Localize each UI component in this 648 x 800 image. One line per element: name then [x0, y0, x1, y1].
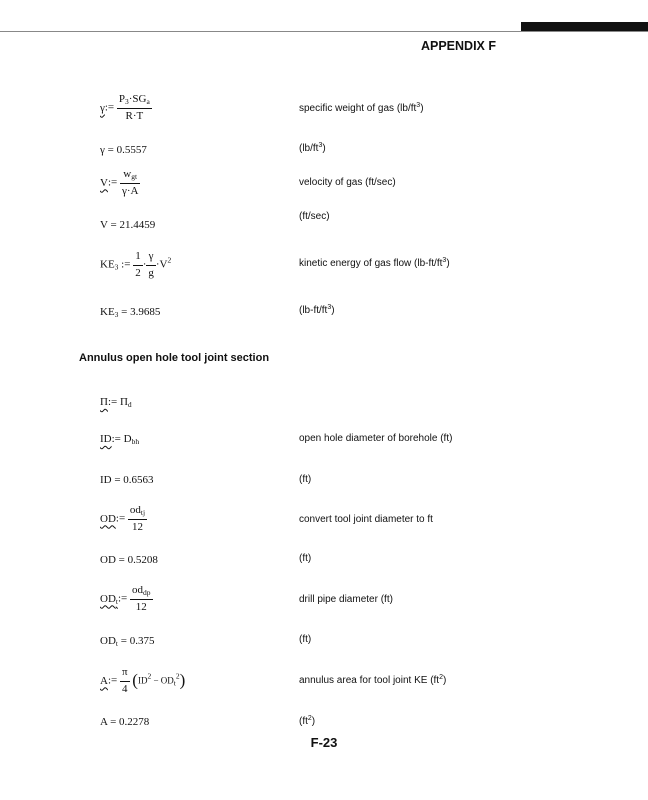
description-velocity-definition: velocity of gas (ft/sec): [299, 177, 396, 188]
fraction: $\frac{\pi}{4}$: [121, 666, 128, 695]
description-id-value: (ft): [299, 474, 312, 485]
description-od-value: (ft): [299, 553, 312, 564]
description-gamma-value: $(lb/ft^3)$: [299, 142, 326, 154]
equation-gamma-definition: γ:= $\frac{P_3\cdot SG_a}{R\cdot T}$: [100, 93, 150, 122]
equation-ke-definition: $KE_3$ := $\frac{1}{2}$ · $\frac{\gamma}{g}$ $\cdot V^2$: [100, 250, 172, 279]
equation-area-definition: A:= $\frac{\pi}{4}$ $(ID^2 - OD_t^2)$: [100, 666, 186, 695]
section-heading: Annulus open hole tool joint section: [79, 352, 270, 364]
appendix-title: APPENDIX F: [420, 39, 496, 53]
header-rule: [0, 31, 648, 32]
equation-id-definition: ID:= $D_{bh}$: [100, 433, 140, 446]
equation-od-definition: OD:= $\frac{od_{tj}}{12}$: [100, 504, 146, 533]
fraction: $\frac{od_{dp}}{12}$: [132, 584, 151, 613]
equation-gamma-value: γ = 0.5557: [100, 144, 147, 156]
description-ke-value: $(lb-ft/ft^3)$: [299, 304, 335, 316]
description-ke-definition: kinetic energy of gas flow $(lb-ft/ft^3)$: [299, 257, 450, 269]
fraction: $\frac{\gamma}{g}$: [148, 250, 154, 279]
equation-velocity-value: V = 21.4459: [100, 219, 156, 231]
header-bar: [521, 22, 648, 31]
fraction: $\frac{od_{tj}}{12}$: [129, 504, 146, 533]
equation-od-value: OD = 0.5208: [100, 554, 158, 566]
page-number: F-23: [310, 735, 338, 750]
equation-velocity-definition: V:= $\frac{w_{gt}}{\gamma\cdot A}$: [100, 168, 139, 197]
equation-odt-definition: $OD_t:=$ $\frac{od_{dp}}{12}$: [100, 584, 151, 613]
description-gamma-definition: specific weight of gas $(lb/ft^3)$: [299, 102, 424, 114]
equation-id-value: ID = 0.6563: [100, 474, 154, 486]
description-od-definition: convert tool joint diameter to ft: [299, 514, 433, 525]
equation-odt-value: $OD_t = 0.375$: [100, 635, 155, 648]
fraction: $\frac{1}{2}$: [135, 250, 141, 279]
fraction: $\frac{P_3\cdot SG_a}{R\cdot T}$: [118, 93, 150, 122]
description-area-definition: annulus area for tool joint KE $(ft^2)$: [299, 674, 447, 686]
equation-area-value: A = 0.2278: [100, 716, 150, 728]
equation-ke-value: $KE_3 = 3.9685$: [100, 306, 161, 319]
description-odt-value: (ft): [299, 634, 312, 645]
description-id-definition: open hole diameter of borehole (ft): [299, 433, 453, 444]
fraction: $\frac{w_{gt}}{\gamma\cdot A}$: [121, 168, 139, 197]
description-velocity-value: (ft/sec): [299, 211, 330, 222]
equation-pi-definition: Π:= $\Pi_d$: [100, 396, 132, 409]
description-odt-definition: drill pipe diameter (ft): [299, 594, 393, 605]
description-area-value: $(ft^2)$: [299, 715, 316, 727]
